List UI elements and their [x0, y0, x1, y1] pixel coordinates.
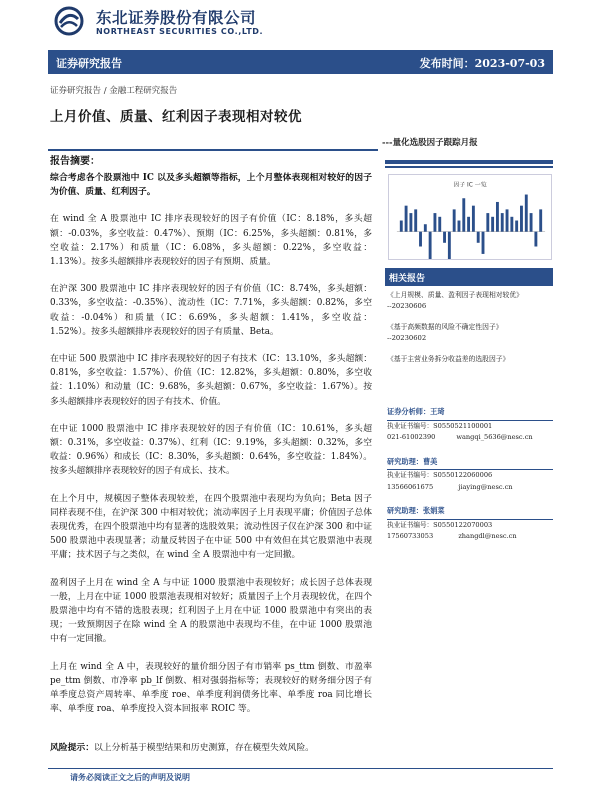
footer-rule: [48, 768, 553, 769]
summary-body: [50, 171, 372, 730]
summary-lead: 综合考虑各个股票池中 IC 以及多头超额等指标，上个月整体表现相对较好的因子为价值、质量、红利因子。: [50, 173, 372, 198]
analyst-phone: 17560733053: [387, 532, 434, 540]
analyst-phone: 021-61002390: [387, 433, 436, 441]
factor-chart-svg: [389, 175, 551, 259]
analyst-license: 执业证书编号：S0550122060006: [387, 471, 493, 479]
chart-title: 因子 IC 一览: [453, 182, 487, 189]
analyst-license: 执业证书编号：S0550521100001: [387, 421, 493, 430]
related-heading: 相关报告: [385, 268, 553, 286]
analyst-email[interactable]: wangqi_5636@nesc.cn: [456, 433, 533, 441]
chart-bar: [496, 202, 499, 232]
chart-bar: [491, 217, 494, 232]
related-item-title[interactable]: 《基于高频数据的风险不确定性因子》: [387, 323, 503, 331]
chart-bar: [477, 232, 480, 243]
analyst-role: 证券分析师：王琦: [387, 407, 445, 416]
related-item[interactable]: [387, 322, 553, 344]
analyst-card: [387, 505, 553, 543]
chart-bar: [530, 213, 533, 232]
brand-name-en: NORTHEAST SECURITIES CO.,LTD.: [96, 27, 264, 36]
analyst-role: 研究助理：张娟菜: [387, 506, 445, 515]
chart-bar: [482, 232, 485, 254]
chart-bar: [467, 217, 470, 232]
chart-bar: [534, 232, 537, 247]
brand-name-cn: 东北证券股份有限公司: [96, 9, 257, 27]
paragraph-hs300: 在沪深 300 股票池中 IC 排序表现较好的因子有价值（IC：8.74%，多头超额：0.33%，多空收益：-0.35%）、流动性（IC：7.71%，多头超额：0.82%，多空收益：-0.04%）和质量（IC：6.69%，多头超额：1.41%，多空收益：1.52%）。按多头超额排序表现较好的因子有质量、Beta。: [50, 284, 372, 337]
analyst-phone: 13566061675: [387, 482, 434, 491]
paragraph-subfactors: 上月在 wind 全 A 中，表现较好的量价细分因子有市销率 ps_ttm 倒数、市盈率 pe_ttm 倒数、市净率 pb_lf 倒数、相对强弱指标等；表现较好的财务细分因子有单季度总资产周转率、单季度 roe、单季度利润债务比率、单季度 roa 同比增长率、单季度 roa、单季度投入资本回报率 ROIC 等。: [50, 661, 372, 715]
paragraph-fundamental-review: 盈利因子上月在 wind 全 A 与中证 1000 股票池中表现较好；成长因子总体表现一般，上月在中证 1000 股票池表现相对较好；质量因子上个月表现较优，在四个股票池中均有不错的选股表现；红利因子上月在中证 1000 股票池中有突出的表现；一致预期因子在除 wind 全 A 的股票池中表现均不佳，在中证 1000 股票池中有一定回撤。: [50, 577, 372, 645]
chart-bar: [438, 217, 441, 232]
related-item-date: --20230602: [387, 334, 427, 342]
chart-bar: [515, 221, 518, 232]
paragraph-zz500: 在中证 500 股票池中 IC 排序表现较好的因子有技术（IC：13.10%，多头超额：0.81%，多空收益：1.57%）、价值（IC：12.82%，多头超额：0.80%，多空收益：1.10%）和动量（IC：9.68%，多头超额：0.67%，多空收益：1.67%）。按多头超额排序表现较好的因子有技术、价值。: [50, 354, 372, 407]
risk-warning: [50, 740, 314, 753]
paragraph-factor-review: 在上个月中，规模因子整体表现较差，在四个股票池中表现均为负向；Beta 因子同样表现不佳，在沪深 300 中相对较优；流动率因子上月表现平庸；价值因子总体表现优秀，在四个股票池中均有显著的选股效果；流动性因子仅在沪深 300 和中证 500 股票池中表现显著；动量反转因子在中证 500 中有效但在其它股票池中表现平庸；技术因子与之类似，在 wind 全 A 股票池中有一定回撤。: [50, 493, 372, 561]
chart-bar: [510, 217, 513, 232]
summary-rule: [48, 149, 378, 151]
chart-bar: [409, 213, 412, 232]
breadcrumb: 证券研究报告 / 金融工程研究报告: [50, 86, 178, 96]
analyst-list: [387, 406, 553, 555]
publish-date: 发布时间：2023-07-03: [419, 57, 545, 70]
chart-bar: [448, 232, 451, 259]
related-item-title[interactable]: 《上月规模、质量、盈利因子表现相对较优》: [387, 291, 523, 299]
chart-bar: [486, 213, 489, 232]
brand-mark-icon: [54, 6, 84, 36]
related-item-title[interactable]: 《基于主营业务拆分收益差的选股因子》: [387, 355, 510, 363]
chart-bar: [462, 198, 465, 231]
summary-heading: 报告摘要：: [50, 156, 100, 167]
chart-bar: [443, 232, 446, 243]
chart-bar: [433, 213, 436, 232]
analyst-card: [387, 456, 553, 494]
related-list: [387, 290, 553, 375]
analyst-role: 研究助理：曹美: [387, 456, 438, 466]
analyst-email[interactable]: zhangdl@nesc.cn: [458, 532, 517, 540]
related-item-date: --20230606: [387, 302, 427, 310]
chart-bar: [424, 224, 427, 231]
chart-bar: [453, 209, 456, 231]
chart-bar: [472, 206, 475, 232]
chart-bar: [506, 209, 509, 231]
related-item[interactable]: [387, 290, 553, 312]
chart-bar: [525, 195, 528, 232]
paragraph-zz1000: 在中证 1000 股票池中 IC 排序表现较好的因子有价值（IC：10.61%，多头超额：0.31%，多空收益：0.37%）、红利（IC：9.19%，多头超额：0.32%，多空收益：0.96%）和成长（IC：8.30%，多头超额：0.64%，多空收益：1.84%）。按多头超额排序表现较好的因子有成长、技术。: [50, 423, 372, 477]
sidebar-rule-top: [385, 160, 553, 164]
chart-bar: [429, 232, 432, 259]
sidebar-rule-top-thin: [385, 166, 553, 168]
report-banner: [48, 50, 553, 74]
page-subtitle: ---量化选股因子跟踪月报: [382, 138, 478, 148]
related-item[interactable]: [387, 354, 553, 365]
chart-bar: [501, 213, 504, 232]
analyst-email[interactable]: jiaying@nesc.cn: [458, 482, 513, 491]
page-title: 上月价值、质量、红利因子表现相对较优: [50, 109, 302, 125]
risk-text: 以上分析基于模型结果和历史测算，存在模型失效风险。: [94, 743, 314, 753]
chart-bar: [539, 209, 542, 231]
paragraph-wind: 在 wind 全 A 股票池中 IC 排序表现较好的因子有价值（IC：8.18%，多头超额：-0.03%，多空收益：0.47%）、预期（IC：6.25%，多头超额：0.81%，多空收益：2.17%）和质量（IC：6.08%，多头超额：0.22%，多空收益：1.13%）。按多头超额排序表现较好的因子有预期、质量。: [50, 214, 372, 268]
chart-bar: [458, 221, 461, 232]
analyst-card: [387, 406, 553, 444]
chart-bar: [400, 221, 403, 232]
footer-disclaimer: 请务必阅读正文之后的声明及说明: [70, 772, 190, 782]
chart-bar: [414, 209, 417, 231]
analyst-license: 执业证书编号：S0550122070003: [387, 520, 493, 529]
chart-bar: [405, 206, 408, 232]
banner-label: 证券研究报告: [56, 57, 122, 70]
chart-bar: [520, 206, 523, 232]
brand-logo: [48, 4, 298, 40]
risk-label: 风险提示：: [50, 743, 94, 753]
factor-chart: [388, 174, 552, 260]
chart-bar: [419, 232, 422, 247]
